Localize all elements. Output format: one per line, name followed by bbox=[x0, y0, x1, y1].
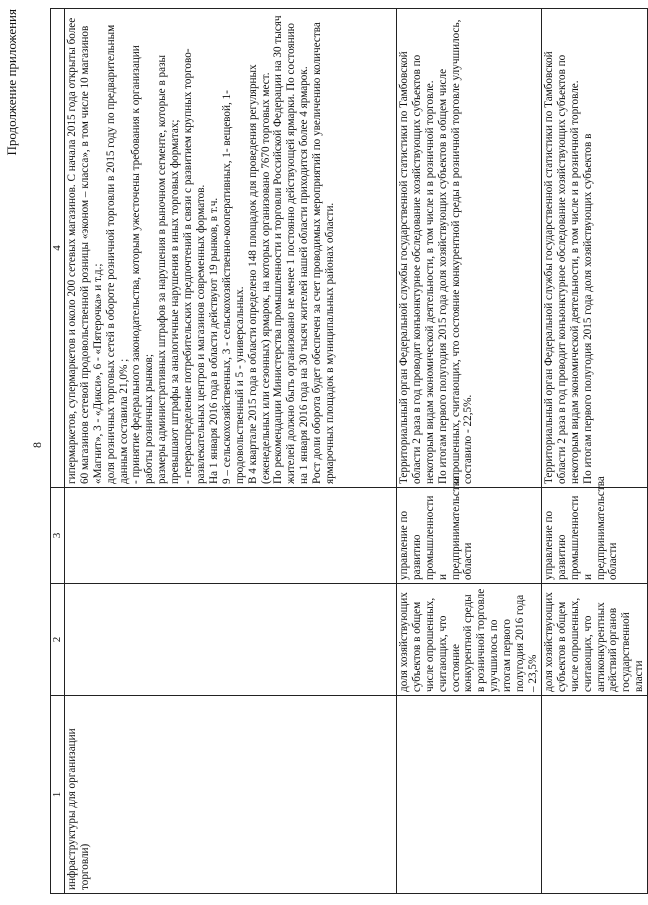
cell-indicator: инфраструктуры для организации торговли) bbox=[64, 696, 396, 894]
table-row bbox=[396, 9, 541, 894]
paragraph: размеры административных штрафов за нарушения в рыночном сегменте, которые в разы превышают штрафы за аналогичные нарушения в иных торговых форматах; bbox=[156, 54, 182, 484]
cell-responsible: управление по развитию промышленности и предпринимательства области bbox=[541, 488, 647, 584]
cell-target: доля хозяйствующих субъектов в общем числе опрошенных, считающих, что антиконкурентных действий органов государственной власти bbox=[541, 584, 647, 696]
cell-responsible bbox=[64, 488, 396, 584]
column-header: 1 bbox=[51, 696, 65, 894]
paragraph: 9 – сельскохозяйственных, 3 - сельскохозяйственно-кооперативных, 1- вещевой, 1- продовольственный и 5 - универсальных. bbox=[220, 90, 246, 484]
paragraph: - принятие федерального законодательства, которым ужесточены требования к организации работы розничных рынков; bbox=[130, 45, 156, 484]
page-number: 8 bbox=[30, 442, 44, 448]
paragraph: гипермаркетов, супермаркетов и около 200 сетевых магазинов. С начала 2015 года открыты более 60 магазинов сетевой продовольственной розницы «эконом – класса», в том числе 10 магазинов «Магнит», 3 - «Дикси», 6 - «Пятерочка» и т.д.; bbox=[65, 17, 104, 484]
cell-description bbox=[541, 9, 647, 488]
column-header: 3 bbox=[51, 488, 65, 584]
paragraph: Территориальный орган Федеральной службы государственной статистики по Тамбовской области 2 раза в год проводит конъюнктурное обследование хозяйствующих субъектов по некоторым видам экономической деятельности, в том числе и в розничной торговле. bbox=[542, 51, 581, 484]
table-row bbox=[541, 9, 647, 894]
cell-description bbox=[64, 9, 396, 488]
paragraph: Рост доли оборота будет обеспечен за счет проводимых мероприятий по увеличению количества ярмарочных площадок в муниципальных районах области. bbox=[311, 22, 337, 484]
paragraph: По рекомендации Министерства промышленности и торговли Российской Федерации на 30 тысяч жителей должно быть организовано не менее 1 постоянно действующей ярмарки. По состоянию на 1 января 2016 года на 30 тысяч жителей нашей области приходится более 4 ярмарок. bbox=[272, 15, 311, 484]
column-header: 2 bbox=[51, 584, 65, 696]
cell-responsible: управление по развитию промышленности и предпринимательства области bbox=[396, 488, 541, 584]
cell-indicator bbox=[396, 696, 541, 894]
column-header: 4 bbox=[51, 9, 65, 488]
cell-target: доля хозяйствующих субъектов в общем числе опрошенных, считающих, что состояние конкурентной среды в розничной торговле улучшилось по итогам первого полугодия 2016 года – 23,5% bbox=[396, 584, 541, 696]
paragraph: По итогам первого полугодия 2015 года доля хозяйствующих субъектов в общем числе опрошенных, считающих, что состояние конкурентной среды в розничной торговле улучшилось, составило - 22,5%. bbox=[436, 19, 475, 484]
cell-description bbox=[396, 9, 541, 488]
paragraph: В 4 квартале 2015 года в области определено 148 площадок для проведения регулярных (еженедельных или сезонных) ярмарок, на которых организовано 7670 торговых мест. bbox=[246, 64, 272, 484]
paragraph: По итогам первого полугодия 2015 года доля хозяйствующих субъектов в bbox=[581, 133, 594, 484]
paragraph: - перераспределение потребительских предпочтений в связи с развитием крупных торгово-развлекательных центров и магазинов современных форматов. bbox=[182, 48, 207, 484]
paragraph: Территориальный орган Федеральной службы государственной статистики по Тамбовской области 2 раза в год проводит конъюнктурное обследование хозяйствующих субъектов по некоторым видам экономической деятельности, в том числе и в розничной торговле. bbox=[397, 51, 436, 484]
cell-target bbox=[64, 584, 396, 696]
appendix-table bbox=[50, 8, 648, 894]
rotated-content bbox=[2, 5, 646, 900]
table-row bbox=[64, 9, 396, 894]
cell-indicator bbox=[541, 696, 647, 894]
paragraph: доля розничных торговых сетей в обороте розничной торговли в 2015 году по предварительным данным составила 21,0% ; bbox=[104, 24, 130, 484]
paragraph: На 1 января 2016 года в области действуют 19 рынков, в т.ч. bbox=[207, 197, 220, 484]
table-header-row bbox=[51, 9, 65, 894]
continuation-header: Продолжение приложения bbox=[4, 9, 19, 156]
